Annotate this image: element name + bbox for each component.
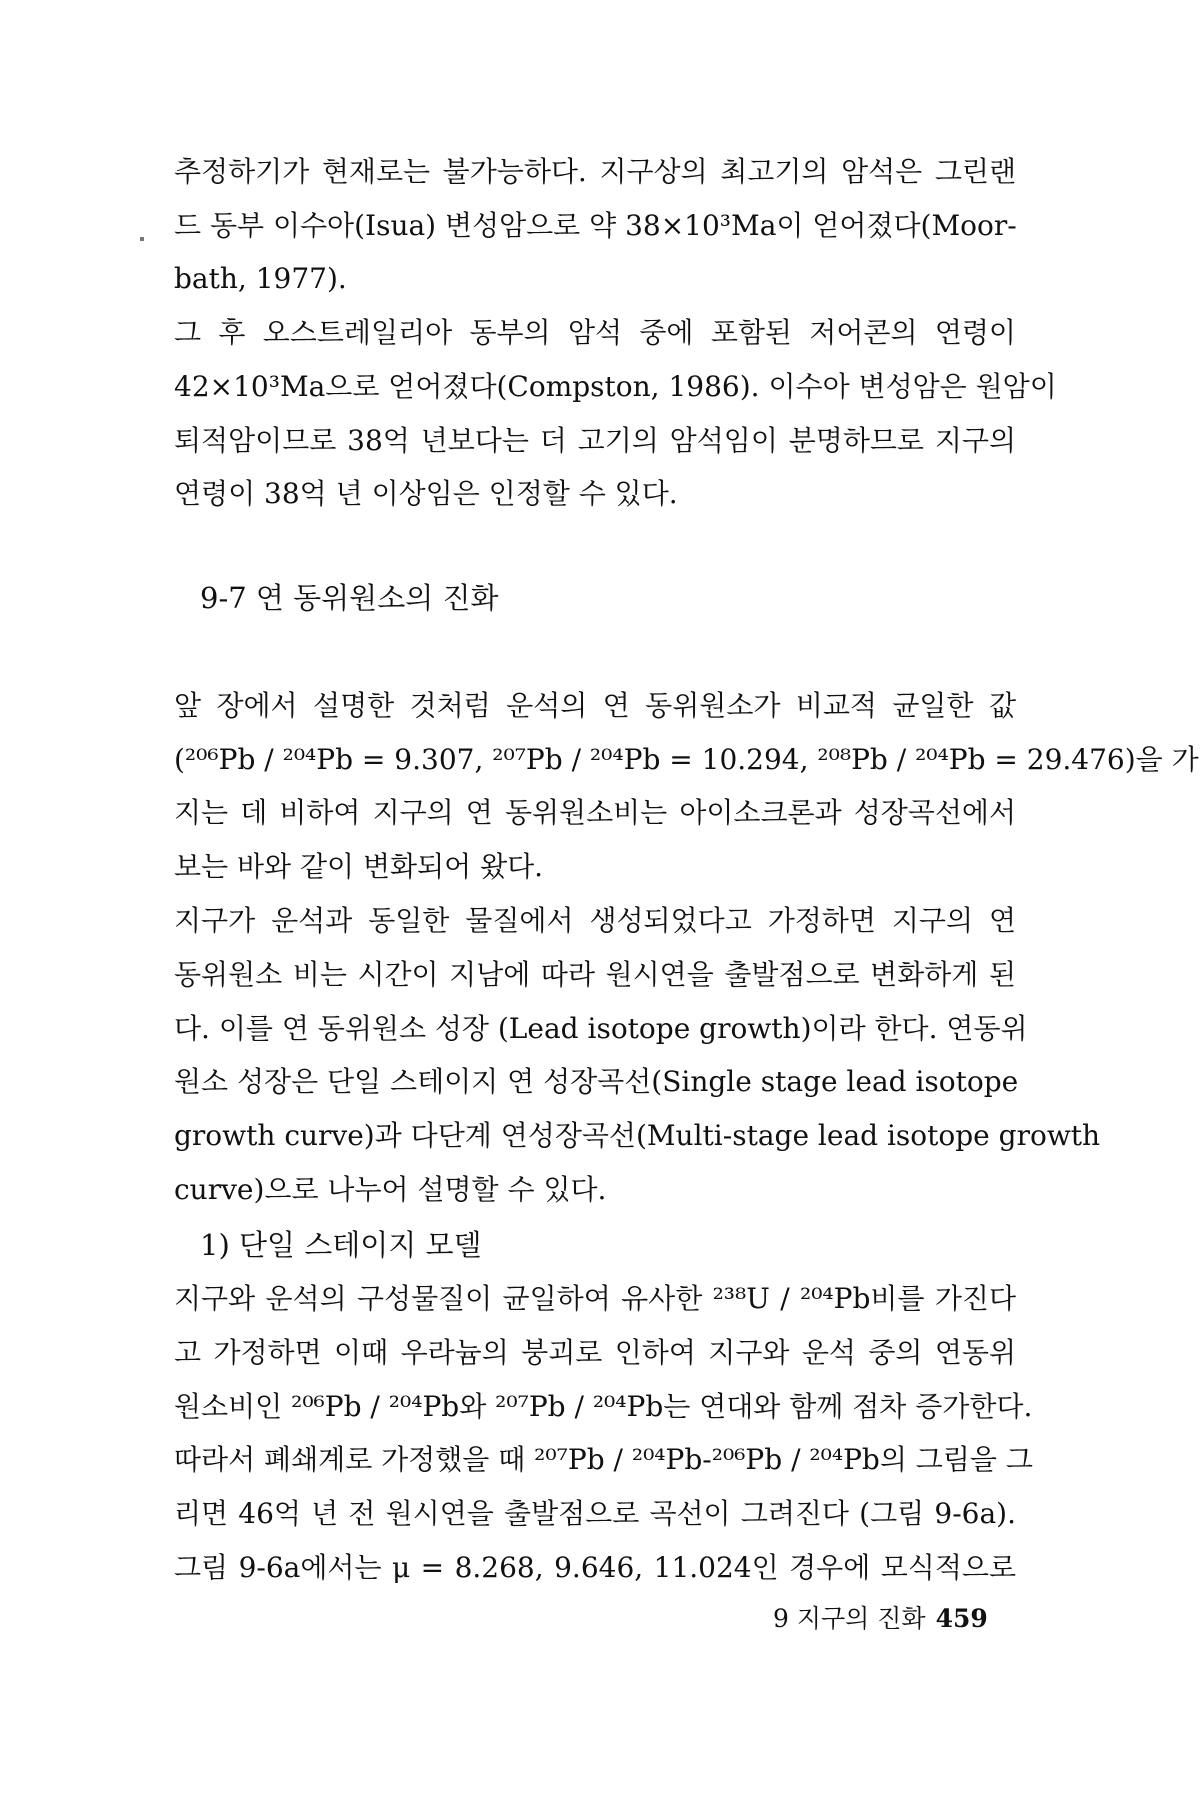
margin-mark xyxy=(140,237,144,241)
paragraph-5-line-2: 고 가정하면 이때 우라늄의 붕괴로 인하여 지구와 운석 중의 연동위 xyxy=(174,1336,1016,1369)
paragraph-5-line-6: 그림 9-6a에서는 μ = 8.268, 9.646, 11.024인 경우에 모식적으로 xyxy=(174,1551,1016,1584)
paragraph-1-line-1: 추정하기가 현재로는 불가능하다. 지구상의 최고기의 암석은 그린랜 xyxy=(174,155,1016,188)
paragraph-4-line-5: growth curve)과 다단계 연성장곡선(Multi-stage lead isotope growth xyxy=(174,1119,1101,1152)
paragraph-4-line-6: curve)으로 나누어 설명할 수 있다. xyxy=(174,1173,607,1206)
paragraph-2-line-2: 42×10³Ma으로 얻어졌다(Compston, 1986). 이수아 변성암은 원암이 xyxy=(174,370,1057,403)
paragraph-5-line-1: 지구와 운석의 구성물질이 균일하여 유사한 ²³⁸U / ²⁰⁴Pb비를 가진다 xyxy=(174,1282,1016,1315)
page-footer xyxy=(773,1602,988,1636)
subsection-heading: 1) 단일 스테이지 모델 xyxy=(200,1228,482,1262)
paragraph-3-line-1: 앞 장에서 설명한 것처럼 운석의 연 동위원소가 비교적 균일한 값 xyxy=(174,689,1016,722)
paragraph-1-line-3: bath, 1977). xyxy=(174,262,347,295)
paragraph-3-line-4: 보는 바와 같이 변화되어 왔다. xyxy=(174,850,544,883)
paragraph-4-line-4: 원소 성장은 단일 스테이지 연 성장곡선(Single stage lead isotope xyxy=(174,1065,1019,1098)
paragraph-2-line-4: 연령이 38억 년 이상임은 인정할 수 있다. xyxy=(174,477,678,510)
paragraph-4-line-3: 다. 이를 연 동위원소 성장 (Lead isotope growth)이라 한다. 연동위 xyxy=(174,1012,1028,1045)
paragraph-2-line-1: 그 후 오스트레일리아 동부의 암석 중에 포함된 저어콘의 연령이 xyxy=(174,316,1016,349)
paragraph-5-line-5: 리면 46억 년 전 원시연을 출발점으로 곡선이 그려진다 (그림 9-6a). xyxy=(174,1497,1016,1530)
paragraph-4-line-2: 동위원소 비는 시간이 지남에 따라 원시연을 출발점으로 변화하게 된 xyxy=(174,958,1016,991)
paragraph-5-line-4: 따라서 폐쇄계로 가정했을 때 ²⁰⁷Pb / ²⁰⁴Pb-²⁰⁶Pb / ²⁰⁴Pb의 그림을 그 xyxy=(174,1443,1033,1476)
paragraph-3-line-3: 지는 데 비하여 지구의 연 동위원소비는 아이소크론과 성장곡선에서 xyxy=(174,796,1016,829)
paragraph-1-line-2: 드 동부 이수아(Isua) 변성암으로 약 38×10³Ma이 얻어졌다(Moor- xyxy=(174,209,1017,242)
page-number: 459 xyxy=(935,1604,988,1633)
section-heading: 9-7 연 동위원소의 진화 xyxy=(200,581,499,615)
paragraph-2-line-3: 퇴적암이므로 38억 년보다는 더 고기의 암석임이 분명하므로 지구의 xyxy=(174,424,1016,457)
paragraph-3-line-2: (²⁰⁶Pb / ²⁰⁴Pb = 9.307, ²⁰⁷Pb / ²⁰⁴Pb = 10.294, ²⁰⁸Pb / ²⁰⁴Pb = 29.476)을 가 xyxy=(174,743,1199,776)
paragraph-5-line-3: 원소비인 ²⁰⁶Pb / ²⁰⁴Pb와 ²⁰⁷Pb / ²⁰⁴Pb는 연대와 함께 점차 증가한다. xyxy=(174,1390,1033,1423)
paragraph-4-line-1: 지구가 운석과 동일한 물질에서 생성되었다고 가정하면 지구의 연 xyxy=(174,904,1016,937)
chapter-title: 9 지구의 진화 xyxy=(773,1604,926,1633)
